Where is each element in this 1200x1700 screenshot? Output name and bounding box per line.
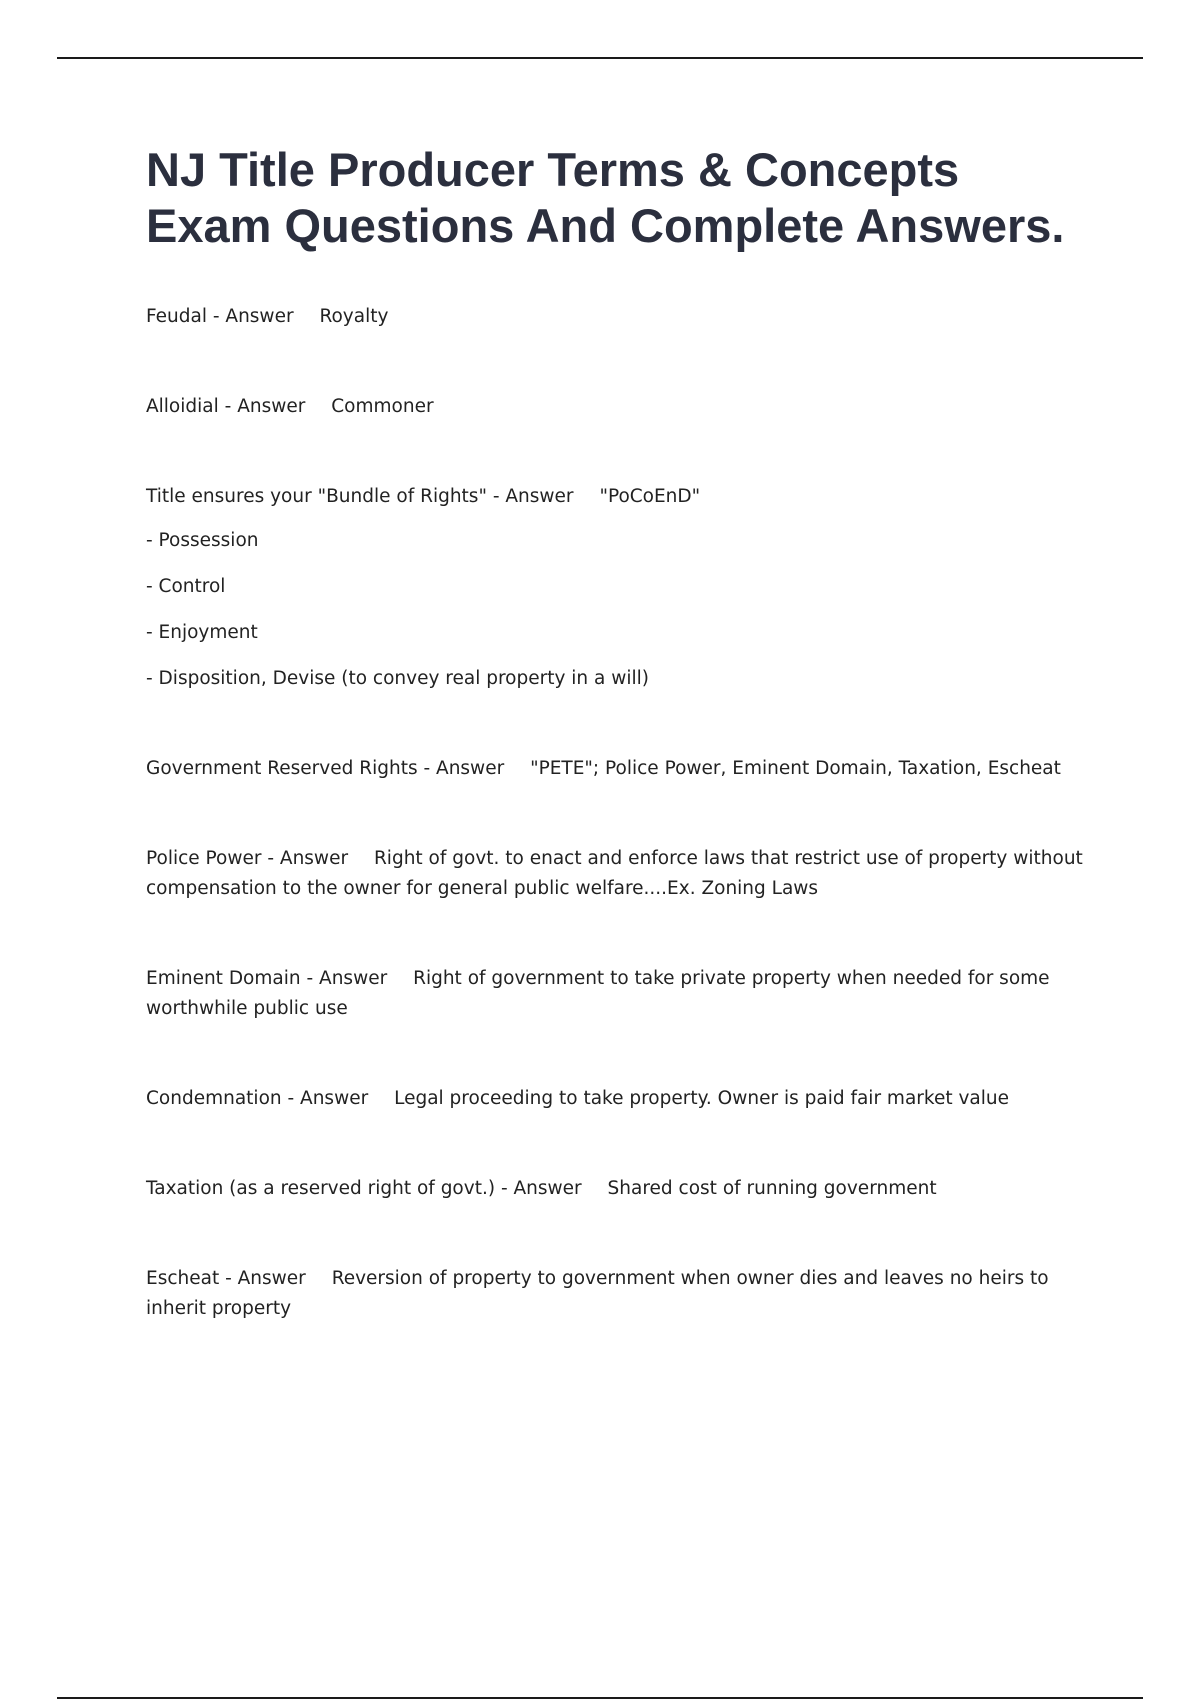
qa-item	[146, 844, 1086, 904]
term: Title ensures your "Bundle of Rights"	[146, 486, 487, 507]
qa-item	[146, 1264, 1086, 1324]
qa-line	[146, 482, 1086, 512]
term: Feudal	[146, 306, 207, 327]
answer-label: - Answer	[423, 758, 505, 779]
term: Taxation (as a reserved right of govt.)	[146, 1178, 496, 1199]
answer-label: - Answer	[224, 396, 306, 417]
qa-line	[146, 964, 1086, 1024]
answer-label: - Answer	[500, 1178, 582, 1199]
document-body	[146, 142, 1086, 1384]
bottom-rule	[57, 1697, 1143, 1699]
qa-line	[146, 1264, 1086, 1324]
qa-line	[146, 844, 1086, 904]
answer: Right of govt. to enact and enforce laws that restrict use of property without compensation to the owner for general public welfare....Ex. Zoning Laws	[146, 848, 1083, 899]
answer: Reversion of property to government when owner dies and leaves no heirs to inherit property	[146, 1268, 1049, 1319]
term: Condemnation	[146, 1088, 282, 1109]
qa-item	[146, 754, 1086, 784]
term: Alloidial	[146, 396, 219, 417]
answer-label: - Answer	[225, 1268, 306, 1289]
qa-line	[146, 1174, 1086, 1204]
bullet-item: - Possession	[146, 530, 259, 551]
answer: Commoner	[331, 396, 434, 417]
answer: Legal proceeding to take property. Owner is paid fair market value	[394, 1088, 1009, 1109]
answer-label: - Answer	[212, 306, 294, 327]
answer: "PETE"; Police Power, Eminent Domain, Taxation, Escheat	[530, 758, 1061, 779]
answer: Right of government to take private property when needed for some worthwhile public use	[146, 968, 1050, 1019]
qa-item	[146, 392, 1086, 422]
qa-item	[146, 964, 1086, 1024]
qa-line	[146, 302, 1086, 332]
answer-label: - Answer	[492, 486, 574, 507]
bullet-list	[146, 526, 1086, 694]
qa-line	[146, 1084, 1086, 1114]
qa-line	[146, 754, 1086, 784]
qa-item	[146, 1174, 1086, 1204]
term: Government Reserved Rights	[146, 758, 418, 779]
term: Police Power	[146, 848, 262, 869]
bullet-item: - Control	[146, 576, 226, 597]
document-title: NJ Title Producer Terms & Concepts Exam Questions And Complete Answers.	[146, 143, 1065, 252]
answer: Shared cost of running government	[607, 1178, 937, 1199]
answer: "PoCoEnD"	[599, 486, 701, 507]
term: Eminent Domain	[146, 968, 301, 989]
term: Escheat	[146, 1268, 220, 1289]
answer-label: - Answer	[267, 848, 349, 869]
top-rule	[57, 57, 1143, 59]
bullet-item: - Disposition, Devise (to convey real property in a will)	[146, 668, 650, 689]
answer-label: - Answer	[306, 968, 388, 989]
qa-item	[146, 302, 1086, 332]
bullet-item: - Enjoyment	[146, 622, 258, 643]
qa-item	[146, 482, 1086, 694]
qa-line	[146, 392, 1086, 422]
qa-item	[146, 1084, 1086, 1114]
answer: Royalty	[319, 306, 389, 327]
answer-label: - Answer	[287, 1088, 369, 1109]
